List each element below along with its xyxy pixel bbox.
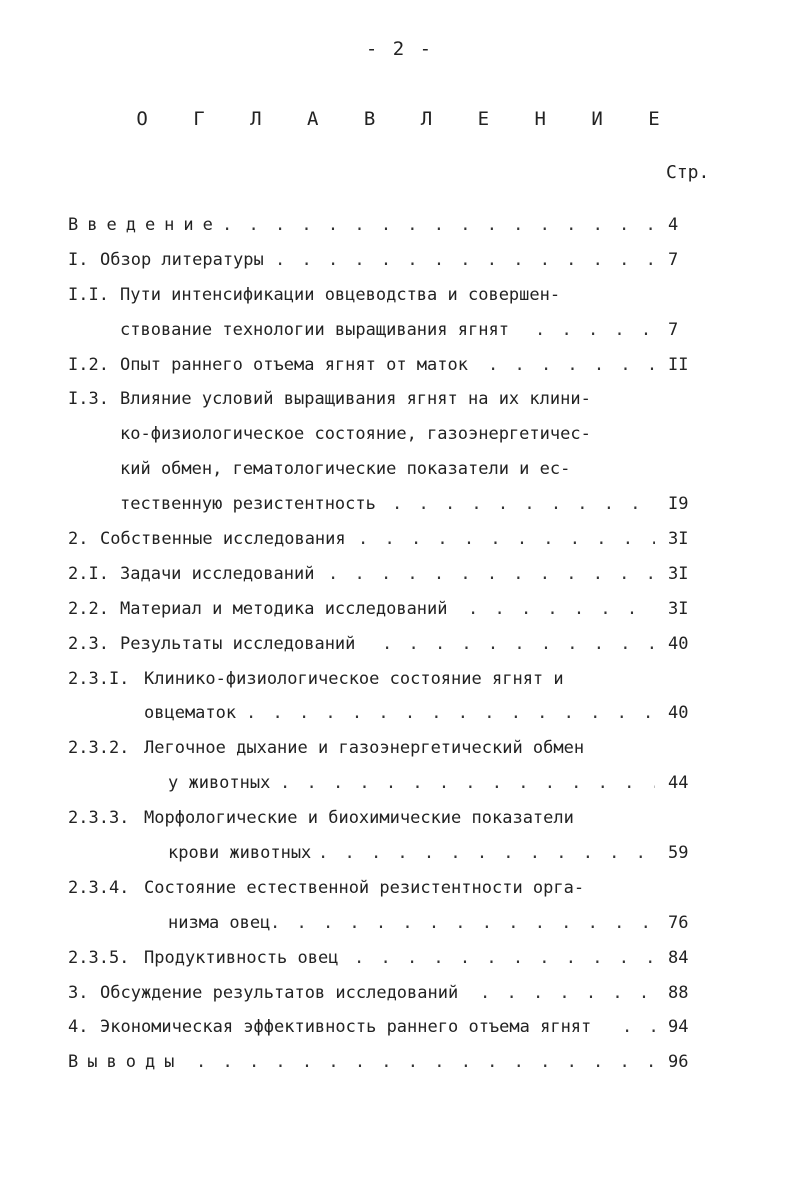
entry-page: 40 bbox=[668, 703, 689, 724]
toc-entry bbox=[0, 278, 799, 313]
toc-entry bbox=[0, 906, 799, 941]
table-of-contents bbox=[0, 208, 799, 1080]
entry-title: Результаты исследований bbox=[120, 633, 356, 654]
entry-title: ствование технологии выращивания ягнят bbox=[120, 319, 509, 340]
entry-page: 7 bbox=[668, 319, 679, 340]
toc-entry bbox=[0, 696, 799, 731]
toc-entry bbox=[0, 348, 799, 383]
dot-leader bbox=[535, 313, 655, 348]
entry-title: Опыт раннего отъема ягнят от маток bbox=[120, 354, 468, 375]
toc-entry bbox=[0, 452, 799, 487]
entry-page: 3I bbox=[668, 598, 689, 619]
entry-number: I.2. bbox=[68, 354, 109, 375]
dot-leader bbox=[275, 243, 655, 278]
entry-title: Легочное дыхание и газоэнергетический обмен bbox=[144, 738, 585, 759]
entry-title: Морфологические и биохимические показатели bbox=[144, 808, 574, 829]
entry-title: Обсуждение результатов исследований bbox=[100, 982, 459, 1003]
entry-title: кий обмен, гематологические показатели и ес- bbox=[120, 459, 571, 480]
toc-entry bbox=[0, 976, 799, 1011]
dot-leader bbox=[358, 522, 655, 557]
dot-leader bbox=[488, 348, 655, 383]
entry-title: Обзор литературы bbox=[100, 249, 264, 270]
entry-page: 3I bbox=[668, 529, 689, 550]
toc-entry bbox=[0, 417, 799, 452]
entry-number: I.3. bbox=[68, 389, 109, 410]
toc-entry bbox=[0, 243, 799, 278]
entry-page: 96 bbox=[668, 1052, 689, 1073]
entry-title: крови животных bbox=[168, 843, 312, 864]
toc-entry bbox=[0, 627, 799, 662]
toc-entry bbox=[0, 557, 799, 592]
entry-number: I.I. bbox=[68, 284, 109, 305]
entry-number: 2. bbox=[68, 529, 89, 550]
entry-number: 2.3.5. bbox=[68, 947, 130, 968]
entry-title: низма овец bbox=[168, 912, 271, 933]
toc-entry bbox=[0, 382, 799, 417]
entry-number: 2.3. bbox=[68, 633, 109, 654]
entry-title: Клинико-физиологическое состояние ягнят и bbox=[144, 668, 564, 689]
entry-page: 59 bbox=[668, 843, 689, 864]
dot-leader bbox=[318, 836, 655, 871]
entry-title: Выводы bbox=[68, 1052, 184, 1073]
dot-leader bbox=[246, 696, 655, 731]
entry-number: 2.2. bbox=[68, 598, 109, 619]
entry-number: 2.3.I. bbox=[68, 668, 130, 689]
toc-entry bbox=[0, 208, 799, 243]
entry-number: 4. bbox=[68, 1017, 89, 1038]
entry-page: 3I bbox=[668, 563, 689, 584]
dot-leader bbox=[382, 627, 655, 662]
entry-title: овцематок bbox=[144, 703, 237, 724]
entry-title: у животных bbox=[168, 773, 271, 794]
toc-entry bbox=[0, 662, 799, 697]
entry-page: I9 bbox=[668, 494, 689, 515]
entry-title: Продуктивность овец bbox=[144, 947, 339, 968]
toc-entry bbox=[0, 522, 799, 557]
entry-title: Введение bbox=[68, 215, 222, 235]
toc-entry bbox=[0, 313, 799, 348]
page-column-header: Стр. bbox=[666, 162, 710, 183]
entry-number: 2.3.3. bbox=[68, 808, 130, 829]
entry-page: 7 bbox=[668, 249, 679, 270]
entry-number: 2.I. bbox=[68, 563, 109, 584]
dot-leader bbox=[328, 557, 655, 592]
toc-entry bbox=[0, 1010, 799, 1045]
entry-title: Задачи исследований bbox=[120, 563, 315, 584]
toc-entry bbox=[0, 592, 799, 627]
dot-leader bbox=[196, 1045, 655, 1080]
toc-entry bbox=[0, 941, 799, 976]
dot-leader bbox=[468, 592, 655, 627]
entry-title: Экономическая эффективность раннего отъема ягнят bbox=[100, 1017, 592, 1038]
entry-title: Состояние естественной резистентности орга- bbox=[144, 877, 585, 898]
page-number: - 2 - bbox=[365, 38, 434, 60]
entry-page: II bbox=[668, 354, 689, 375]
entry-title: Материал и методика исследований bbox=[120, 598, 448, 619]
toc-entry bbox=[0, 487, 799, 522]
toc-entry bbox=[0, 731, 799, 766]
entry-page: 40 bbox=[668, 633, 689, 654]
dot-leader bbox=[270, 906, 655, 941]
entry-title: Влияние условий выращивания ягнят на их клини- bbox=[120, 389, 591, 410]
dot-leader bbox=[354, 941, 655, 976]
entry-title: Собственные исследования bbox=[100, 529, 346, 550]
entry-number: 3. bbox=[68, 982, 89, 1003]
entry-title: тественную резистентность bbox=[120, 494, 376, 515]
dot-leader bbox=[222, 208, 652, 243]
toc-entry bbox=[0, 836, 799, 871]
dot-leader bbox=[622, 1010, 655, 1045]
entry-page: 76 bbox=[668, 912, 689, 933]
entry-number: 2.3.4. bbox=[68, 877, 130, 898]
dot-leader bbox=[480, 976, 655, 1011]
toc-title: О Г Л А В Л Е Н И Е bbox=[136, 108, 677, 130]
toc-entry bbox=[0, 801, 799, 836]
dot-leader bbox=[280, 766, 655, 801]
entry-page: 4 bbox=[668, 215, 679, 235]
entry-page: 94 bbox=[668, 1017, 689, 1038]
entry-title: ко-физиологическое состояние, газоэнергетичес- bbox=[120, 424, 591, 445]
entry-page: 88 bbox=[668, 982, 689, 1003]
toc-entry bbox=[0, 766, 799, 801]
toc-entry bbox=[0, 871, 799, 906]
toc-entry bbox=[0, 1045, 799, 1080]
entry-number: I. bbox=[68, 249, 89, 270]
entry-number: 2.3.2. bbox=[68, 738, 130, 759]
entry-page: 44 bbox=[668, 773, 689, 794]
entry-title: Пути интенсификации овцеводства и совершен- bbox=[120, 284, 561, 305]
entry-page: 84 bbox=[668, 947, 689, 968]
dot-leader bbox=[392, 487, 655, 522]
